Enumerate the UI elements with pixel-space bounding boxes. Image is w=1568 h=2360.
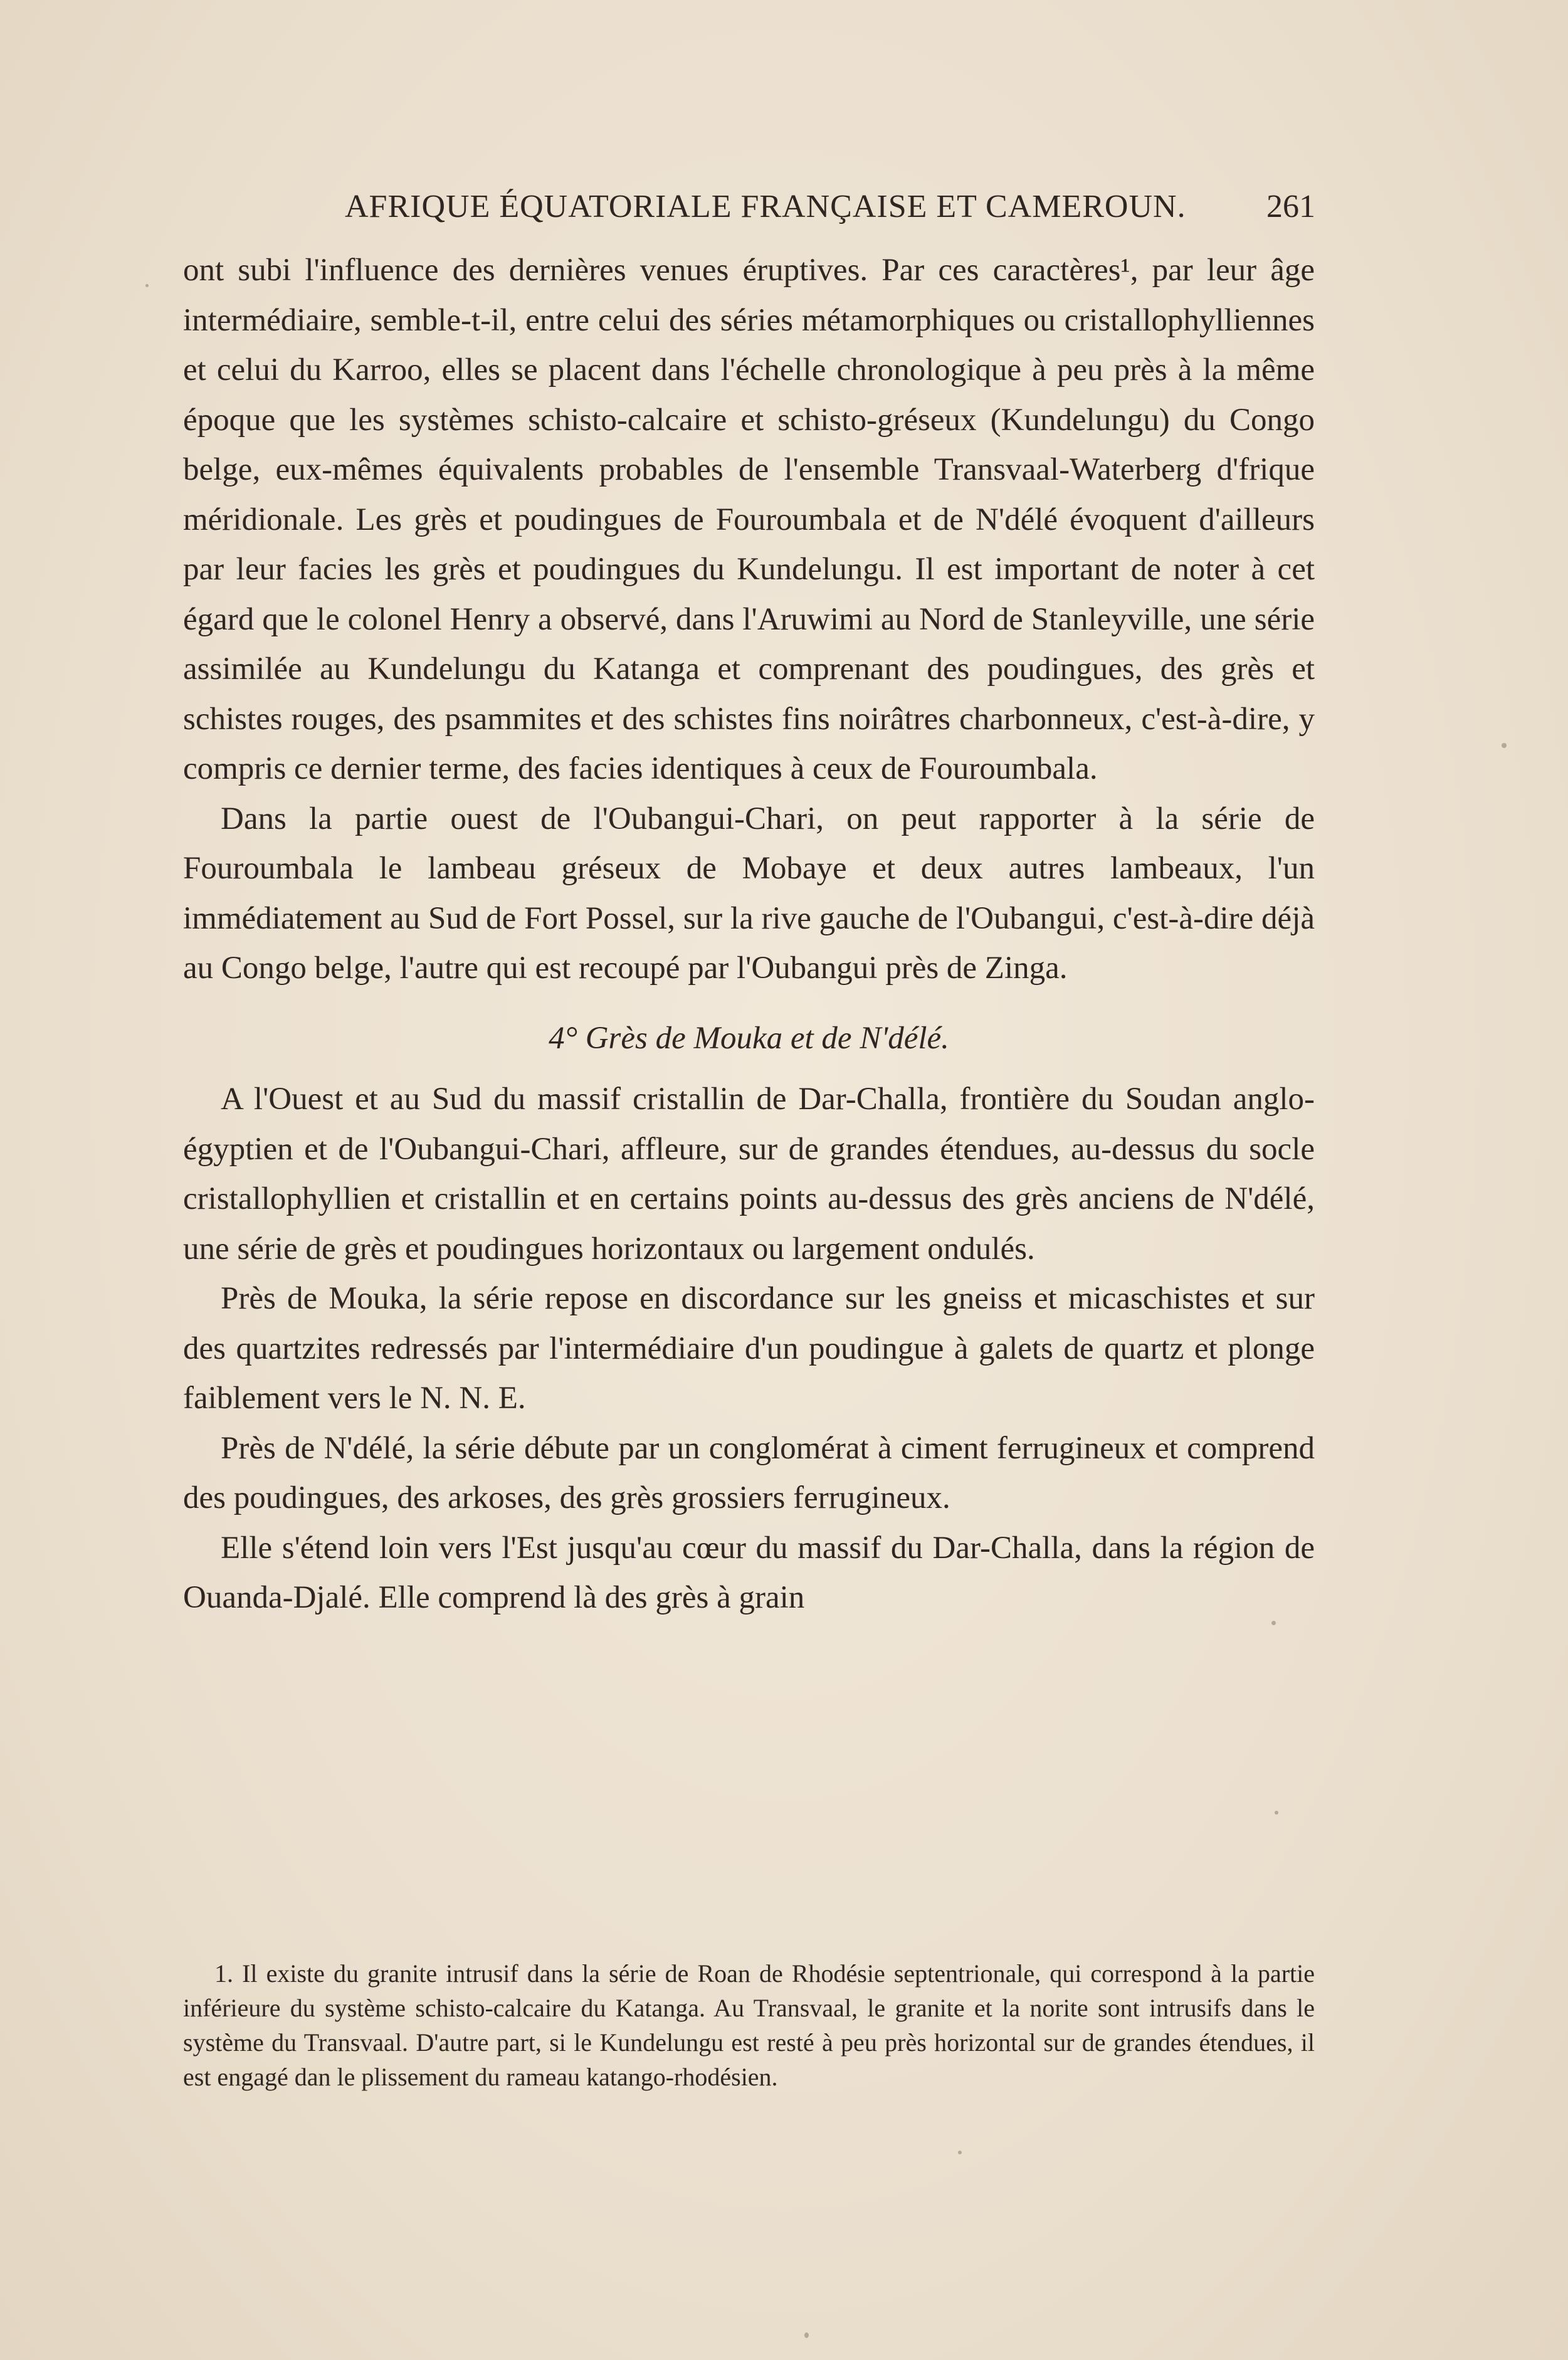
paragraph: ont subi l'influence des dernières venues éruptives. Par ces caractères¹, par leur âge intermédiaire, semble-t-il, entre celui des séries métamorphiques ou cristallophylliennes et celui du Karroo, elles se placent dans l'échelle chronologique à peu près à la même époque que les systèmes schisto-calcaire et schisto-gréseux (Kundelungu) du Congo belge, eux-mêmes équivalents probables de l'ensemble Transvaal-Waterberg d'frique méridionale. Les grès et poudingues de Fouroumbala et de N'délé évoquent d'ailleurs par leur facies les grès et poudingues du Kundelungu. Il est important de noter à cet égard que le colonel Henry a observé, dans l'Aruwimi au Nord de Stanleyville, une série assimilée au Kundelungu du Katanga et comprenant des poudingues, des grès et schistes rouges, des psammites et des schistes fins noirâtres charbonneux, c'est-à-dire, y compris ce dernier terme, des facies identiques à ceux de Fouroumbala. [183,253,1315,786]
footnote: 1. Il existe du granite intrusif dans la série de Roan de Rhodésie septentrionale, qui correspond à la partie inférieure du système schisto-calcaire du Katanga. Au Transvaal, le granite et la norite sont intrusifs dans le système du Transvaal. D'autre part, si le Kundelungu est resté à peu près horizontal sur de grandes étendues, il est engagé dan le plissement du rameau katango-rhodésien. [183,1959,1315,2091]
section-heading: 4° Grès de Mouka et de N'délé. [549,1020,949,1056]
paragraph: Dans la partie ouest de l'Oubangui-Chari, on peut rapporter à la série de Fouroumbala le lambeau gréseux de Mobaye et deux autres lambeaux, l'un immédiatement au Sud de Fort Possel, sur la rive gauche de l'Oubangui, c'est-à-dire déjà au Congo belge, l'autre qui est recoupé par l'Oubangui près de Zinga. [183,801,1315,986]
running-head [188,188,1317,232]
paragraph: Près de Mouka, la série repose en discordance sur les gneiss et micaschistes et sur des quartzites redressés par l'intermédiaire d'un poudingue à galets de quartz et plonge faiblement vers le N. N. E. [183,1281,1315,1416]
page-number: 261 [1266,189,1315,224]
paper-speck [1502,743,1507,748]
paper-speck [804,2332,809,2338]
paper-speck [145,284,149,287]
paragraph: Près de N'délé, la série débute par un conglomérat à ciment ferrugineux et comprend des poudingues, des arkoses, des grès grossiers ferrugineux. [183,1430,1315,1515]
running-head-title: AFRIQUE ÉQUATORIALE FRANÇAISE ET CAMEROUN. [345,189,1186,224]
paper-speck [958,2151,962,2154]
paragraph: A l'Ouest et au Sud du massif cristallin de Dar-Challa, frontière du Soudan anglo-égyptien et de l'Oubangui-Chari, affleure, sur de grandes étendues, au-dessus du socle cristallophyllien et cristallin et en certains points au-dessus des grès anciens de N'délé, une série de grès et poudingues horizontaux ou largement ondulés. [183,1082,1315,1267]
body-text [183,246,1315,1623]
paper-speck [1271,1621,1276,1625]
paragraph: Elle s'étend loin vers l'Est jusqu'au cœur du massif du Dar-Challa, dans la région de Ouanda-Djalé. Elle comprend là des grès à grain [183,1530,1315,1615]
paper-speck [1275,1811,1278,1815]
